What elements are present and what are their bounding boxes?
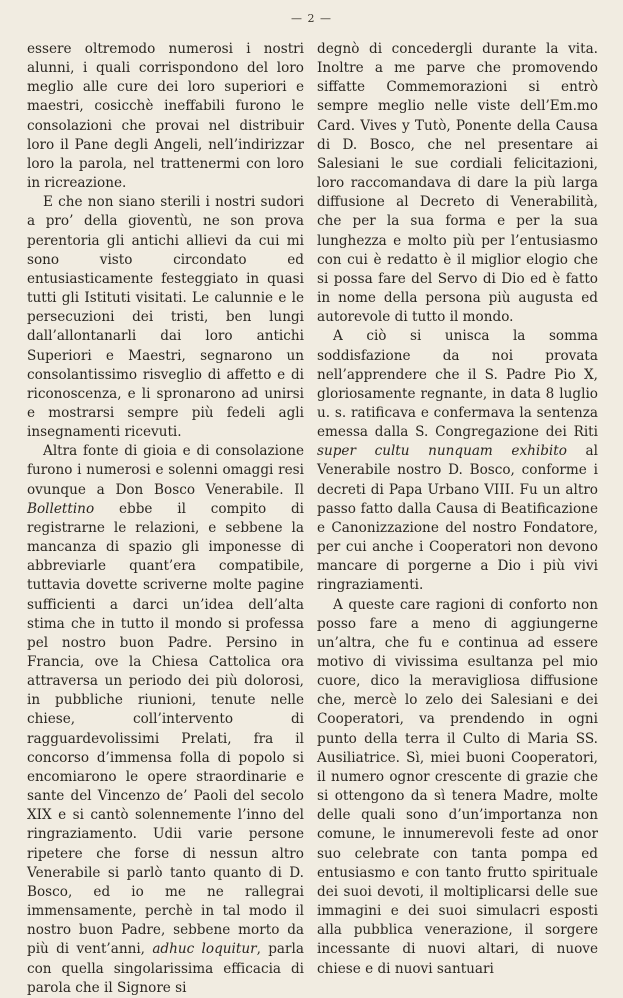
text-run: A queste care ragioni di conforto non posso fare a meno di aggiungerne un’altra, che fu e continua ad essere motivo di vivissima esultanza pel mio cuore, dico la meravigliosa diffusione che, mercè lo zelo dei Salesiani e dei Cooperatori, va prendendo in ogni punto della terra il Culto di Maria SS. Ausiliatrice. Sì, miei buoni Cooperatori, il numero ognor crescente di grazie che si ottengono da sì tenera Madre, molte delle quali sono d’un’importanza non comune, le innumerevoli feste ad onor suo celebrate con tanta pompa ed entusiasmo e con tanto frutto spirituale dei suoi devoti, il moltiplicarsi delle sue immagini e dei suoi simulacri esposti alla pubblica venerazione, il sorgere incessante di nuovi altari, di nuove chiese e di nuovi santuari (317, 596, 598, 977)
text-run: Altra fonte di gioia e di consolazione furono i numerosi e solenni omaggi resi ovunque a Don Bosco Venerabile. Il (27, 443, 304, 498)
text-run: E che non siano sterili i nostri sudori a pro’ della gioventù, ne son prova perentoria gli antichi allievi da cui mi sono visto circondato ed entusiasticamente festeggiato in quasi tutti gli Istituti visitati. Le calunnie e le persecuzioni dei tristi, ben lungi dall’allontanarli dai loro antichi Superiori e Maestri, segnarono un consolantissimo risveglio di affetto e di riconoscenza, e li spronarono ad unirsi e mostrarsi sempre più fedeli agli insegnamenti ricevuti. (27, 194, 304, 441)
italic-text: Bollettino (27, 500, 95, 517)
paragraph (27, 193, 304, 442)
paragraph (317, 596, 598, 979)
paragraph (27, 442, 304, 998)
text-run: ebbe il compito di registrarne le relazioni, e sebbene la mancanza di spazio gli imponesse di abbreviarle quant’era compatibile, tuttavia dovette scriverne molte pagine sufficienti a darci un’idea dell’alta stima che in tutto il mondo si professa pel nostro buon Padre. Persino in Francia, ove la Chiesa Cattolica ora attraversa un periodo dei più dolorosi, in pubbliche riunioni, tenute nelle chiese, coll’intervento di ragguardevolissimi Prelati, fra il concorso d’immensa folla di popolo si encomiarono le opere straordinarie e sante del Vincenzo de’ Paoli del secolo XIX e si cantò solennemente l’inno del ringraziamento. Udii varie persone ripetere che forse di nessun altro Venerabile si parlò tanto quanto di D. Bosco, ed io me ne rallegrai immensamente, perchè in tal modo il nostro buon Padre, sebbene morto da più di vent’anni, (27, 500, 304, 958)
paragraph (27, 40, 304, 193)
left-column (27, 40, 304, 998)
page-number: — 2 — (291, 12, 332, 25)
right-column (317, 40, 598, 979)
text-run: A ciò si unisca la somma soddisfazione da noi provata nell’apprendere che il S. Padre Pio X, gloriosamente regnante, in data 8 luglio u. s. ratificava e confermava la sentenza emessa dalla S. Congregazione dei Riti (317, 328, 598, 441)
text-run: , parla con quella singolarissima efficacia di parola che il Signore si (27, 941, 304, 996)
italic-text: super cultu nunquam exhibito (317, 443, 567, 460)
text-run: essere oltremodo numerosi i nostri alunni, i quali corrispondono del loro meglio alle cure dei loro superiori e maestri, cosicchè ineffabili furono le consolazioni che provai nel distribuir loro il Pane degli Angeli, nell’indirizzar loro la parola, nel trattenermi con loro in ricreazione. (27, 41, 304, 192)
italic-text: adhuc loquitur (152, 941, 257, 958)
text-run: al Venerabile nostro D. Bosco, conforme i decreti di Papa Urbano VIII. Fu un altro passo fatto dalla Causa di Beatificazione e Canonizzazione del nostro Fondatore, per cui anche i Cooperatori non devono mancare di porgerne a Dio i più vivi ringraziamenti. (317, 443, 598, 594)
text-run: degnò di concedergli durante la vita. Inoltre a me parve che promovendo siffatte Commemorazioni si entrò sempre meglio nelle viste dell’Em.mo Card. Vives y Tutò, Ponente della Causa di D. Bosco, che nel presentare ai Salesiani le sue cordiali felicitazioni, loro raccomandava di dare la più larga diffusione al Decreto di Venerabilità, che per la sua forma e per la sua lunghezza e molto più per l’entusiasmo con cui è redatto è il miglior elogio che si possa fare del Servo di Dio ed è fatto in nome della persona più augusta ed autorevole di tutto il mondo. (317, 41, 598, 326)
paragraph (317, 327, 598, 595)
paragraph (317, 40, 598, 327)
